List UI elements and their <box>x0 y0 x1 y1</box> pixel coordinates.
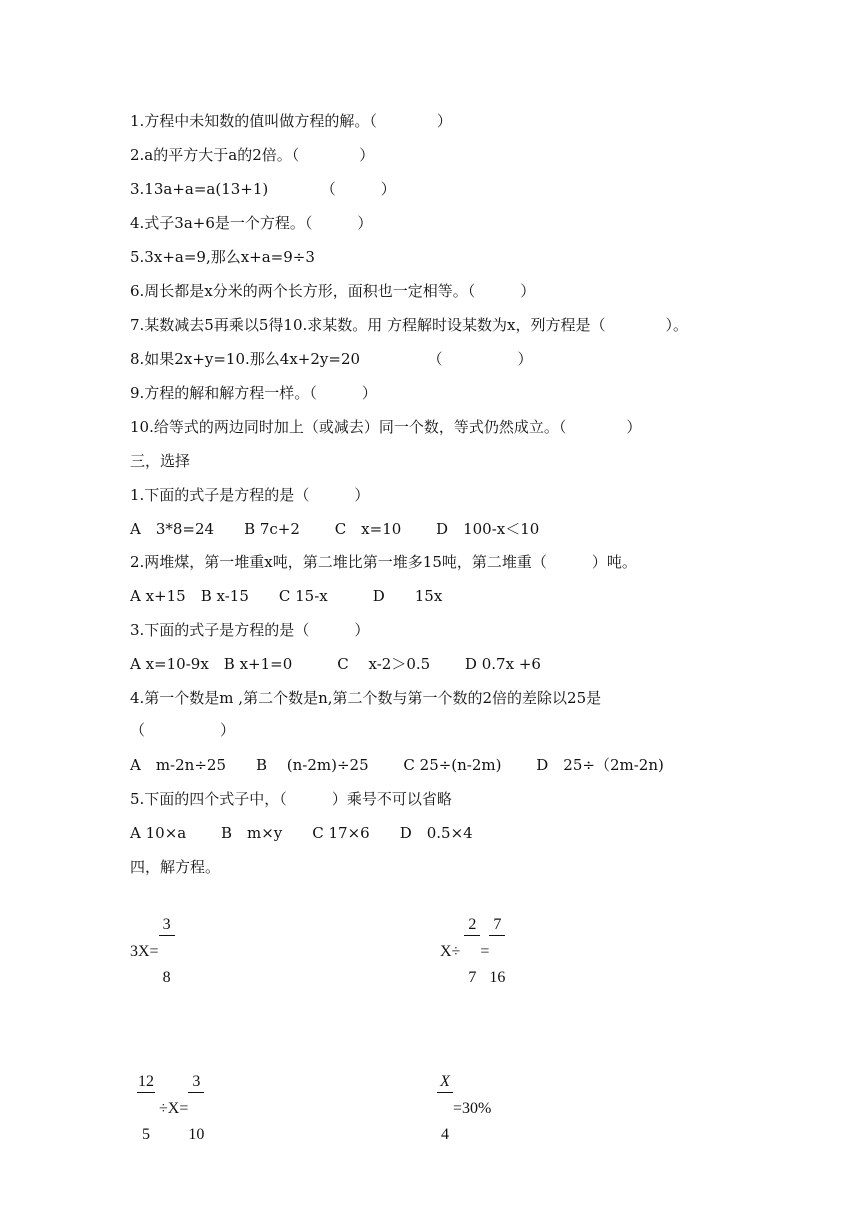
equation-2 <box>440 885 505 1018</box>
eq2-prefix: X÷ <box>440 942 465 960</box>
eq1-prefix: 3X= <box>130 942 159 960</box>
eq1-denominator: 8 <box>162 969 171 986</box>
eq3-numerator-1: 12 <box>137 1074 155 1093</box>
choice-q3-options: A x=10-9x B x+1=0 C x-2＞0.5 D 0.7x +6 <box>130 655 541 673</box>
judge-item-9: 9.方程的解和解方程一样。（ ） <box>130 384 377 402</box>
equation-4 <box>437 1042 491 1175</box>
eq1-fraction <box>159 885 175 1018</box>
eq2-numerator-1: 2 <box>464 917 480 936</box>
choice-q4-blank: （ ） <box>130 721 236 739</box>
choice-q5: 5.下面的四个式子中，（ ）乘号不可以省略 <box>130 790 452 808</box>
choice-q2-options: A x+15 B x-15 C 15-x D 15x <box>130 587 443 605</box>
eq3-middle: ÷X= <box>155 1099 189 1117</box>
choice-q1-options: A 3*8=24 B 7c+2 C x=10 D 100-x＜10 <box>130 520 540 538</box>
eq2-equals: = <box>480 942 490 960</box>
eq3-numerator-2: 3 <box>188 1074 204 1093</box>
eq3-denominator-1: 5 <box>142 1126 150 1143</box>
judge-item-3: 3.13a+a=a(13+1) （ ） <box>130 180 396 198</box>
choice-q5-options: A 10×a B m×y C 17×6 D 0.5×4 <box>130 824 473 842</box>
judge-item-8: 8.如果2x+y=10.那么4x+2y=20 （ ） <box>130 350 533 368</box>
eq3-denominator-2: 10 <box>188 1126 205 1143</box>
judge-item-6: 6.周长都是x分米的两个长方形，面积也一定相等。（ ） <box>130 282 536 300</box>
judge-item-1: 1.方程中未知数的值叫做方程的解。（ ） <box>130 112 452 130</box>
judge-item-4: 4.式子3a+6是一个方程。（ ） <box>130 214 373 232</box>
eq4-fraction <box>437 1042 453 1175</box>
eq4-suffix: =30% <box>453 1099 492 1117</box>
eq3-fraction-1 <box>137 1042 155 1175</box>
judge-item-7: 7.某数减去5再乘以5得10.求某数。用 方程解时设某数为x，列方程是（ ）。 <box>130 316 688 334</box>
choice-q4: 4.第一个数是m ,第二个数是n,第二个数与第一个数的2倍的差除以25是 <box>130 689 602 707</box>
choice-q3: 3.下面的式子是方程的是（ ） <box>130 621 370 639</box>
eq2-numerator-2: 7 <box>489 917 505 936</box>
eq2-denominator-2: 16 <box>489 969 506 986</box>
equation-3 <box>137 1042 204 1175</box>
eq4-numerator: X <box>437 1074 453 1093</box>
eq4-denominator: 4 <box>441 1126 449 1143</box>
judge-item-2: 2.a的平方大于a的2倍。（ ） <box>130 146 375 164</box>
eq1-numerator: 3 <box>159 917 175 936</box>
equation-1 <box>130 885 175 1018</box>
eq2-denominator-1: 7 <box>468 969 477 986</box>
choice-q1: 1.下面的式子是方程的是（ ） <box>130 486 370 504</box>
judge-item-10: 10.给等式的两边同时加上（或减去）同一个数，等式仍然成立。（ ） <box>130 418 642 436</box>
choice-q4-options: A m-2n÷25 B (n-2m)÷25 C 25÷(n-2m) D 25÷（2m-2n) <box>130 756 664 774</box>
solve-heading: 四，解方程。 <box>130 858 221 876</box>
choice-q2: 2.两堆煤，第一堆重x吨，第二堆比第一堆多15吨，第二堆重（ ）吨。 <box>130 553 637 571</box>
choice-heading: 三，选择 <box>130 452 191 470</box>
judge-item-5: 5.3x+a=9,那么x+a=9÷3 <box>130 248 315 266</box>
eq2-fraction-2 <box>489 885 505 1018</box>
eq3-fraction-2 <box>188 1042 204 1175</box>
eq2-fraction-1 <box>464 885 480 1018</box>
